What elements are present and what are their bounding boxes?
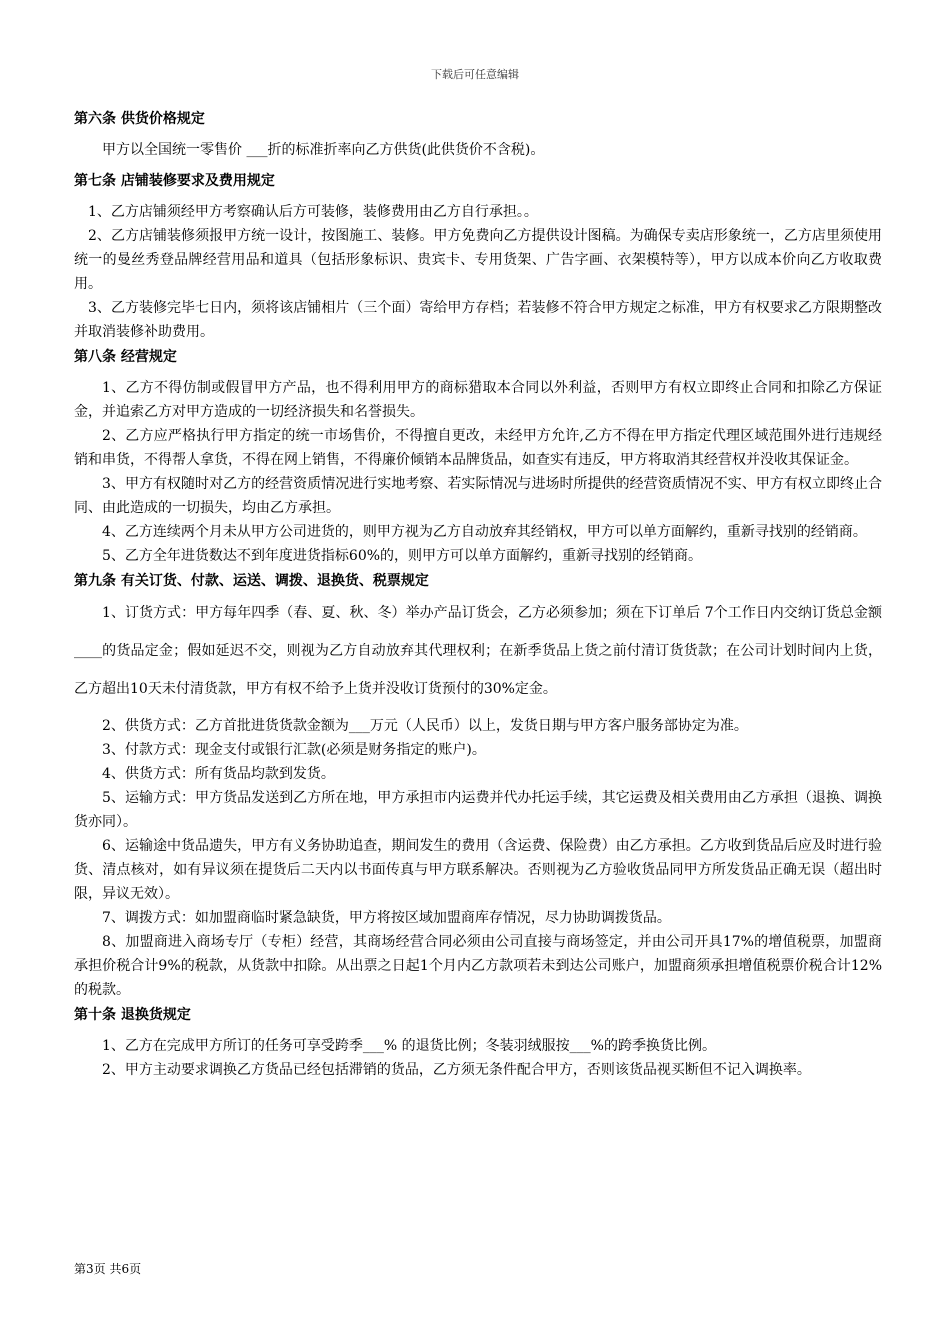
section-9-para-6: 6、运输途中货品遗失，甲方有义务协助追查，期间发生的费用（含运费、保险费）由乙方承担。乙方收到货品后应及时进行验货、清点核对，如有异议须在提货后二天内以书面传真与甲方联系解决。否则视为乙方验收货品同甲方所发货品正确无误（超出时限，异议无效）。 [74, 838, 882, 902]
page-number: 第3页 共6页 [74, 1262, 142, 1276]
section-7-para-3: 3、乙方装修完毕七日内，须将该店铺相片（三个面）寄给甲方存档；若装修不符合甲方规定之标准，甲方有权要求乙方限期整改并取消装修补助费用。 [74, 300, 882, 340]
section-6-para-1: 甲方以全国统一零售价 ___折的标准折率向乙方供货(此供货价不含税)。 [102, 142, 545, 158]
section-10-title: 第十条 退换货规定 [74, 1007, 191, 1023]
section-8-para-2: 2、乙方应严格执行甲方指定的统一市场售价，不得擅自更改，未经甲方允许,乙方不得在甲方指定代理区域范围外进行违规经销和串货，不得帮人拿货，不得在网上销售，不得廉价倾销本品牌货品，如查实有违反，甲方将取消其经营权并没收其保证金。 [74, 428, 882, 468]
section-9-para-8: 8、加盟商进入商场专厅（专柜）经营，其商场经营合同必须由公司直接与商场签定，并由公司开具17%的增值税票，加盟商承担价税合计9%的税款，从货款中扣除。从出票之日起1个月内乙方款项若未到达公司账户，加盟商须承担增值税票价税合计12%的税款。 [74, 934, 882, 998]
document-body [74, 106, 882, 1082]
section-10-para-1: 1、乙方在完成甲方所订的任务可享受跨季___% 的退货比例；冬装羽绒服按___%的跨季换货比例。 [102, 1038, 716, 1054]
section-8-para-1: 1、乙方不得仿制或假冒甲方产品，也不得利用甲方的商标猎取本合同以外利益，否则甲方有权立即终止合同和扣除乙方保证金，并追索乙方对甲方造成的一切经济损失和名誉损失。 [74, 380, 882, 420]
section-9-para-1: 1、订货方式：甲方每年四季（春、夏、秋、冬）举办产品订货会，乙方必须参加；须在下订单后 7个工作日内交纳订货总金额____的货品定金；假如延迟不交，则视为乙方自动放弃其代理权利；在新季货品上货之前付清订货货款；在公司计划时间内上货，乙方超出10天未付清货款，甲方有权不给予上货并没收订货预付的30%定金。 [74, 605, 882, 697]
section-8-title: 第八条 经营规定 [74, 349, 177, 365]
section-9-title: 第九条 有关订货、付款、运送、调拨、退换货、税票规定 [74, 573, 429, 589]
section-8-para-5: 5、乙方全年进货数达不到年度进货指标60%的，则甲方可以单方面解约，重新寻找别的经销商。 [102, 548, 703, 564]
section-9-para-7: 7、调拨方式：如加盟商临时紧急缺货，甲方将按区域加盟商库存情况，尽力协助调拨货品。 [102, 910, 671, 926]
section-9-para-3: 3、付款方式：现金支付或银行汇款(必须是财务指定的账户)。 [102, 742, 486, 758]
section-7-title: 第七条 店铺装修要求及费用规定 [74, 173, 275, 189]
section-8-para-3: 3、甲方有权随时对乙方的经营资质情况进行实地考察、若实际情况与进场时所提供的经营资质情况不实、甲方有权立即终止合同、由此造成的一切损失，均由乙方承担。 [74, 476, 882, 516]
section-7-para-1: 1、乙方店铺须经甲方考察确认后方可装修，装修费用由乙方自行承担。。 [88, 204, 538, 220]
section-6-title: 第六条 供货价格规定 [74, 111, 205, 127]
section-9-para-5: 5、运输方式：甲方货品发送到乙方所在地，甲方承担市内运费并代办托运手续，其它运费及相关费用由乙方承担（退换、调换货亦同）。 [74, 790, 882, 830]
section-10-para-2: 2、甲方主动要求调换乙方货品已经包括滞销的货品，乙方须无条件配合甲方，否则该货品视买断但不记入调换率。 [102, 1062, 811, 1078]
page-header: 下载后可任意编辑 [431, 68, 519, 81]
section-8-para-4: 4、乙方连续两个月未从甲方公司进货的，则甲方视为乙方自动放弃其经销权，甲方可以单方面解约，重新寻找别的经销商。 [102, 524, 867, 540]
section-9-para-4: 4、供货方式：所有货品均款到发货。 [102, 766, 335, 782]
section-9-para-2: 2、供货方式：乙方首批进货货款金额为___万元（人民币）以上，发货日期与甲方客户服务部协定为准。 [102, 718, 748, 734]
section-7-para-2: 2、乙方店铺装修须报甲方统一设计，按图施工、装修。甲方免费向乙方提供设计图稿。为确保专卖店形象统一，乙方店里须使用统一的曼丝秀登品牌经营用品和道具（包括形象标识、贵宾卡、专用货架、广告字画、衣架模特等），甲方以成本价向乙方收取费用。 [74, 228, 882, 292]
